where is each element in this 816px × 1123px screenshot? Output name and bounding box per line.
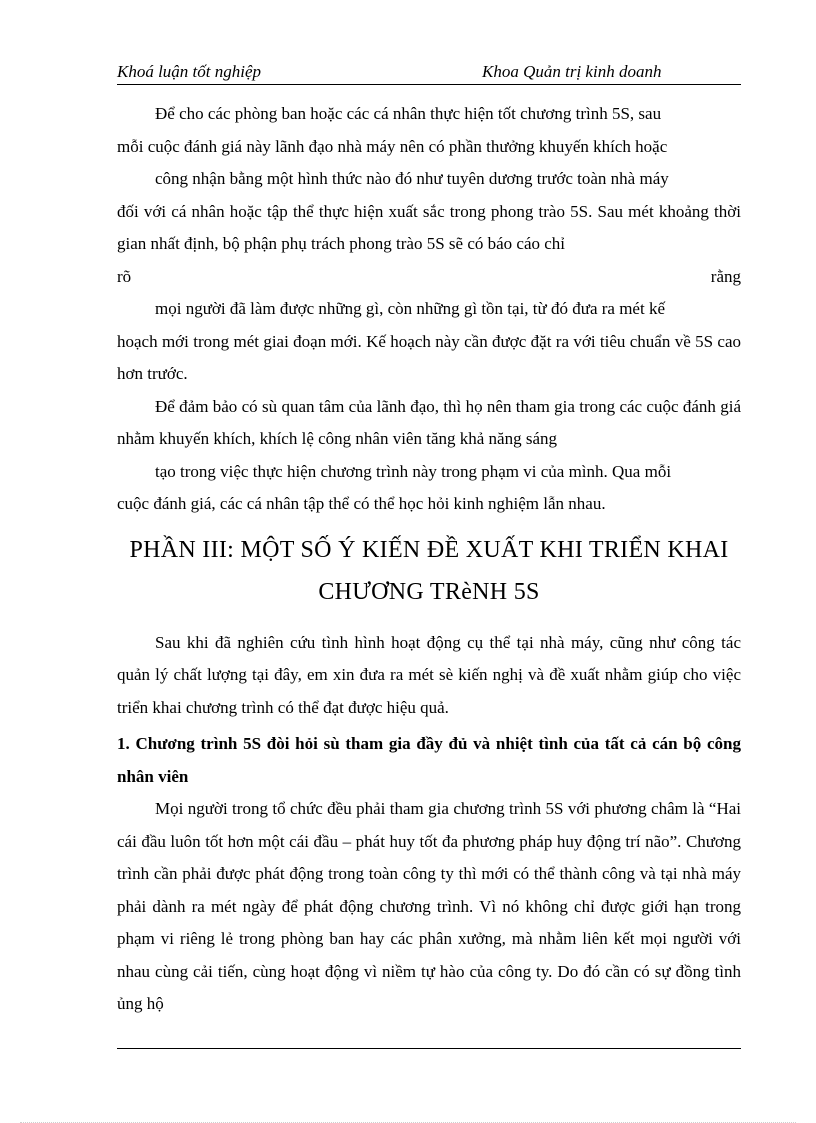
paragraph-line-spread: [117, 261, 741, 294]
paragraph-line: cuộc đánh giá, các cá nhân tập thể có thể học hỏi kinh nghiệm lẫn nhau.: [117, 494, 606, 513]
intro-paragraph: Sau khi đã nghiên cứu tình hình hoạt động cụ thể tại nhà máy, cũng như công tác quản lý chất lượng tại đây, em xin đưa ra mét sè kiến nghị và đề xuất nhằm giúp cho việc triển khai chương trình có thể đạt được hiệu quả.: [117, 632, 741, 717]
header-faculty-label: Khoa Quản trị kinh doanh: [482, 62, 662, 81]
section-title: [117, 529, 741, 613]
page-header: [117, 60, 741, 85]
subsection-heading: 1. Chương trình 5S đòi hỏi sù tham gia đầy đủ và nhiệt tình của tất cả cán bộ công nhân viên: [117, 734, 741, 786]
word-rang: rằng: [710, 266, 741, 286]
paragraph-line: tạo trong việc thực hiện chương trình này trong phạm vi của mình. Qua mỗi: [155, 461, 672, 481]
footer-rule: [117, 1048, 741, 1049]
word-ro: rõ: [117, 266, 132, 286]
paragraph-block: hoạch mới trong mét giai đoạn mới. Kế hoạch này cần được đặt ra với tiêu chuẩn về 5S cao hơn trước.: [117, 331, 741, 383]
paragraph-line: mọi người đã làm được những gì, còn những gì tồn tại, từ đó đưa ra mét kế: [155, 299, 665, 318]
paragraph-line: Để cho các phòng ban hoặc các cá nhân thực hiện tốt chương trình 5S, sau: [155, 104, 662, 123]
subsection-paragraph: Mọi người trong tổ chức đều phải tham gia chương trình 5S với phương châm là “Hai cái đầu luôn tốt hơn một cái đầu – phát huy tốt đa phương pháp huy động trí não”. Chương trình cần phải được phát động trong toàn công ty thì mới có thể thành công và tại nhà máy phải dành ra mét ngày để phát động chương trình. Vì nó không chỉ được giới hạn trong phạm vi riêng lẻ trong phòng ban hay các phân xưởng, mà nhằm liên kết mọi người với nhau cùng cải tiến, cùng hoạt động vì niềm tự hào của công ty. Do đó cần có sự đồng tình ủng hộ: [117, 799, 741, 1013]
paragraph-block: đối với cá nhân hoặc tập thể thực hiện xuất sắc trong phong trào 5S. Sau mét khoảng thời gian nhất định, bộ phận phụ trách phong trào 5S sẽ có báo cáo chỉ: [117, 201, 741, 253]
document-body: [117, 98, 741, 1021]
paragraph-line: mỗi cuộc đánh giá này lãnh đạo nhà máy nên có phần thưởng khuyến khích hoặc: [117, 136, 668, 156]
spacer: [117, 613, 741, 627]
section-title-line-2: CHƯƠNG TRèNH 5S: [318, 578, 540, 605]
paragraph-block: Để đảm bảo có sù quan tâm của lãnh đạo, thì họ nên tham gia trong các cuộc đánh giá nhằm khuyến khích, khích lệ công nhân viên tăng khả năng sáng: [117, 396, 741, 448]
section-title-line-1: PHẦN III: MỘT SỐ Ý KIẾN ĐỀ XUẤT KHI TRIỂN KHAI: [129, 536, 729, 563]
header-thesis-label: Khoá luận tốt nghiệp: [117, 62, 262, 81]
paragraph-line: công nhận bằng một hình thức nào đó như tuyên dương trước toàn nhà máy: [155, 169, 669, 188]
